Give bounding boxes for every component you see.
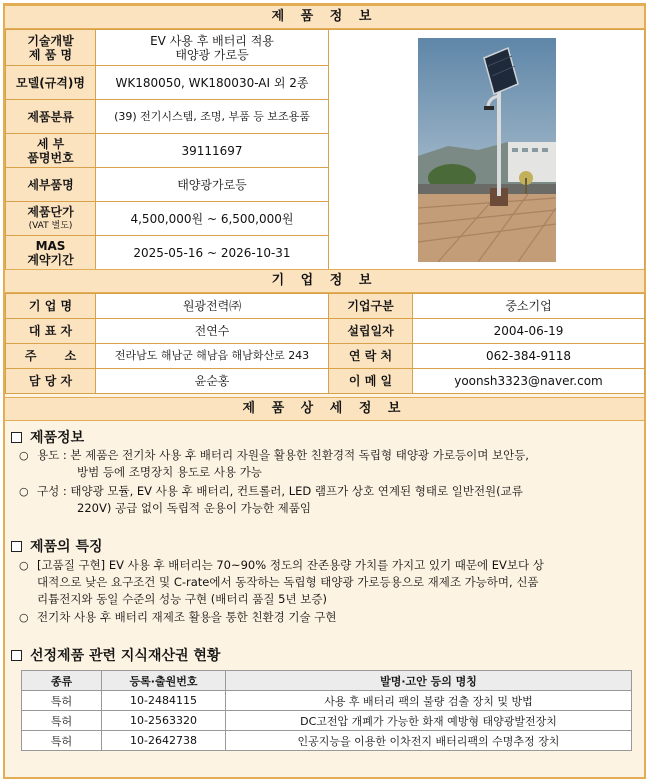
composition-line-1: 구성 : 태양광 모듈, EV 사용 후 배터리, 컨트롤러, LED 램프가 상호 연계된 형태로 일반전원(교류 bbox=[37, 484, 523, 498]
bullet-icon: ○ bbox=[19, 611, 29, 624]
model-label: 모델(규격)명 bbox=[6, 66, 96, 100]
feature-heading: 제품의 특징 bbox=[11, 536, 103, 556]
product-photo bbox=[418, 38, 556, 262]
table-row bbox=[22, 731, 632, 751]
address-value: 전라남도 해남군 해남읍 해남화산로 243 bbox=[96, 344, 329, 369]
bullet-icon: ○ bbox=[19, 559, 29, 572]
email-label: 이 메 일 bbox=[329, 369, 413, 394]
phone-label: 연 락 처 bbox=[329, 344, 413, 369]
product-detail-body bbox=[5, 421, 644, 777]
ip-type: 특허 bbox=[22, 691, 102, 711]
address-label: 주 소 bbox=[6, 344, 96, 369]
ip-header-number: 등록·출원번호 bbox=[102, 671, 226, 691]
feature-2: 전기차 사용 후 배터리 재제조 활용을 통한 친환경 기술 구현 bbox=[37, 610, 337, 624]
ceo-label: 대 표 자 bbox=[6, 319, 96, 344]
ip-header-title: 발명·고안 등의 명칭 bbox=[226, 671, 632, 691]
ip-title: DC고전압 개폐가 가능한 화재 예방형 태양광발전장치 bbox=[226, 711, 632, 731]
ip-header-type: 종류 bbox=[22, 671, 102, 691]
company-name-label: 기 업 명 bbox=[6, 294, 96, 319]
ip-type: 특허 bbox=[22, 711, 102, 731]
ceo-value: 전연수 bbox=[96, 319, 329, 344]
company-type-value: 중소기업 bbox=[413, 294, 645, 319]
checkbox-square-icon bbox=[11, 650, 22, 661]
ip-type: 특허 bbox=[22, 731, 102, 751]
phone-value: 062-384-9118 bbox=[413, 344, 645, 369]
checkbox-square-icon bbox=[11, 541, 22, 552]
usage-line-2: 방범 등에 조명장치 용도로 사용 가능 bbox=[77, 465, 262, 479]
usage-line-1: 용도 : 본 제품은 전기차 사용 후 배터리 자원을 활용한 친환경적 독립형 태양광 가로등이며 보안등, bbox=[37, 448, 529, 462]
product-photo-cell bbox=[329, 30, 645, 270]
product-info-table bbox=[5, 29, 645, 270]
bullet-icon: ○ bbox=[19, 485, 29, 498]
table-row bbox=[22, 691, 632, 711]
mas-label: MAS 계약기간 bbox=[6, 236, 96, 270]
ip-number: 10-2642738 bbox=[102, 731, 226, 751]
sub-name-value: 태양광가로등 bbox=[96, 168, 329, 202]
sub-code-label: 세 부 품명번호 bbox=[6, 134, 96, 168]
ip-title: 인공지능을 이용한 이차전지 배터리팩의 수명추정 장치 bbox=[226, 731, 632, 751]
model-value: WK180050, WK180030-AI 외 2종 bbox=[96, 66, 329, 100]
price-note: (VAT 별도) bbox=[28, 220, 73, 231]
ip-table-header bbox=[22, 671, 632, 691]
product-name-label: 기술개발 제 품 명 bbox=[6, 30, 96, 66]
price-label: 제품단가 (VAT 별도) bbox=[6, 202, 96, 236]
company-info-table bbox=[5, 293, 645, 394]
manager-label: 담 당 자 bbox=[6, 369, 96, 394]
ip-number: 10-2484115 bbox=[102, 691, 226, 711]
page-frame bbox=[3, 3, 646, 779]
category-value: (39) 전기시스템, 조명, 부품 등 보조용품 bbox=[96, 100, 329, 134]
email-value[interactable] bbox=[413, 369, 645, 394]
category-label: 제품분류 bbox=[6, 100, 96, 134]
composition-line-2: 220V) 공급 없이 독립적 운용이 가능한 제품임 bbox=[77, 501, 311, 515]
founded-label: 설립일자 bbox=[329, 319, 413, 344]
ip-table bbox=[21, 670, 632, 751]
ip-title: 사용 후 배터리 팩의 불량 검출 장치 및 방법 bbox=[226, 691, 632, 711]
feature-1-line-3: 리튬전지와 동일 수준의 성능 구현 (배터리 품질 5년 보증) bbox=[37, 592, 327, 606]
company-name-value: 원광전력㈜ bbox=[96, 294, 329, 319]
company-info-header: 기 업 정 보 bbox=[5, 269, 644, 293]
founded-value: 2004-06-19 bbox=[413, 319, 645, 344]
manager-value: 윤순홍 bbox=[96, 369, 329, 394]
sub-name-label: 세부품명 bbox=[6, 168, 96, 202]
product-detail-header: 제 품 상 세 정 보 bbox=[5, 397, 644, 421]
bullet-icon: ○ bbox=[19, 449, 29, 462]
ip-number: 10-2563320 bbox=[102, 711, 226, 731]
feature-1-line-2: 대적으로 낮은 요구조건 및 C-rate에서 동작하는 독립형 태양광 가로등용으로 재제조 가능하며, 신품 bbox=[37, 575, 539, 589]
product-name-value: EV 사용 후 배터리 적용 태양광 가로등 bbox=[96, 30, 329, 66]
ip-heading: 선정제품 관련 지식재산권 현황 bbox=[11, 645, 220, 665]
company-type-label: 기업구분 bbox=[329, 294, 413, 319]
table-row bbox=[22, 711, 632, 731]
mas-value: 2025-05-16 ~ 2026-10-31 bbox=[96, 236, 329, 270]
info-heading: 제품정보 bbox=[11, 427, 84, 447]
price-value: 4,500,000원 ~ 6,500,000원 bbox=[96, 202, 329, 236]
product-info-header: 제 품 정 보 bbox=[5, 5, 644, 29]
feature-1-line-1: [고품질 구현] EV 사용 후 배터리는 70~90% 정도의 잔존용량 가치를 가지고 있기 때문에 EV보다 상 bbox=[37, 558, 544, 572]
email-link[interactable]: yoonsh3323@naver.com bbox=[454, 374, 603, 388]
sub-code-value: 39111697 bbox=[96, 134, 329, 168]
checkbox-square-icon bbox=[11, 432, 22, 443]
